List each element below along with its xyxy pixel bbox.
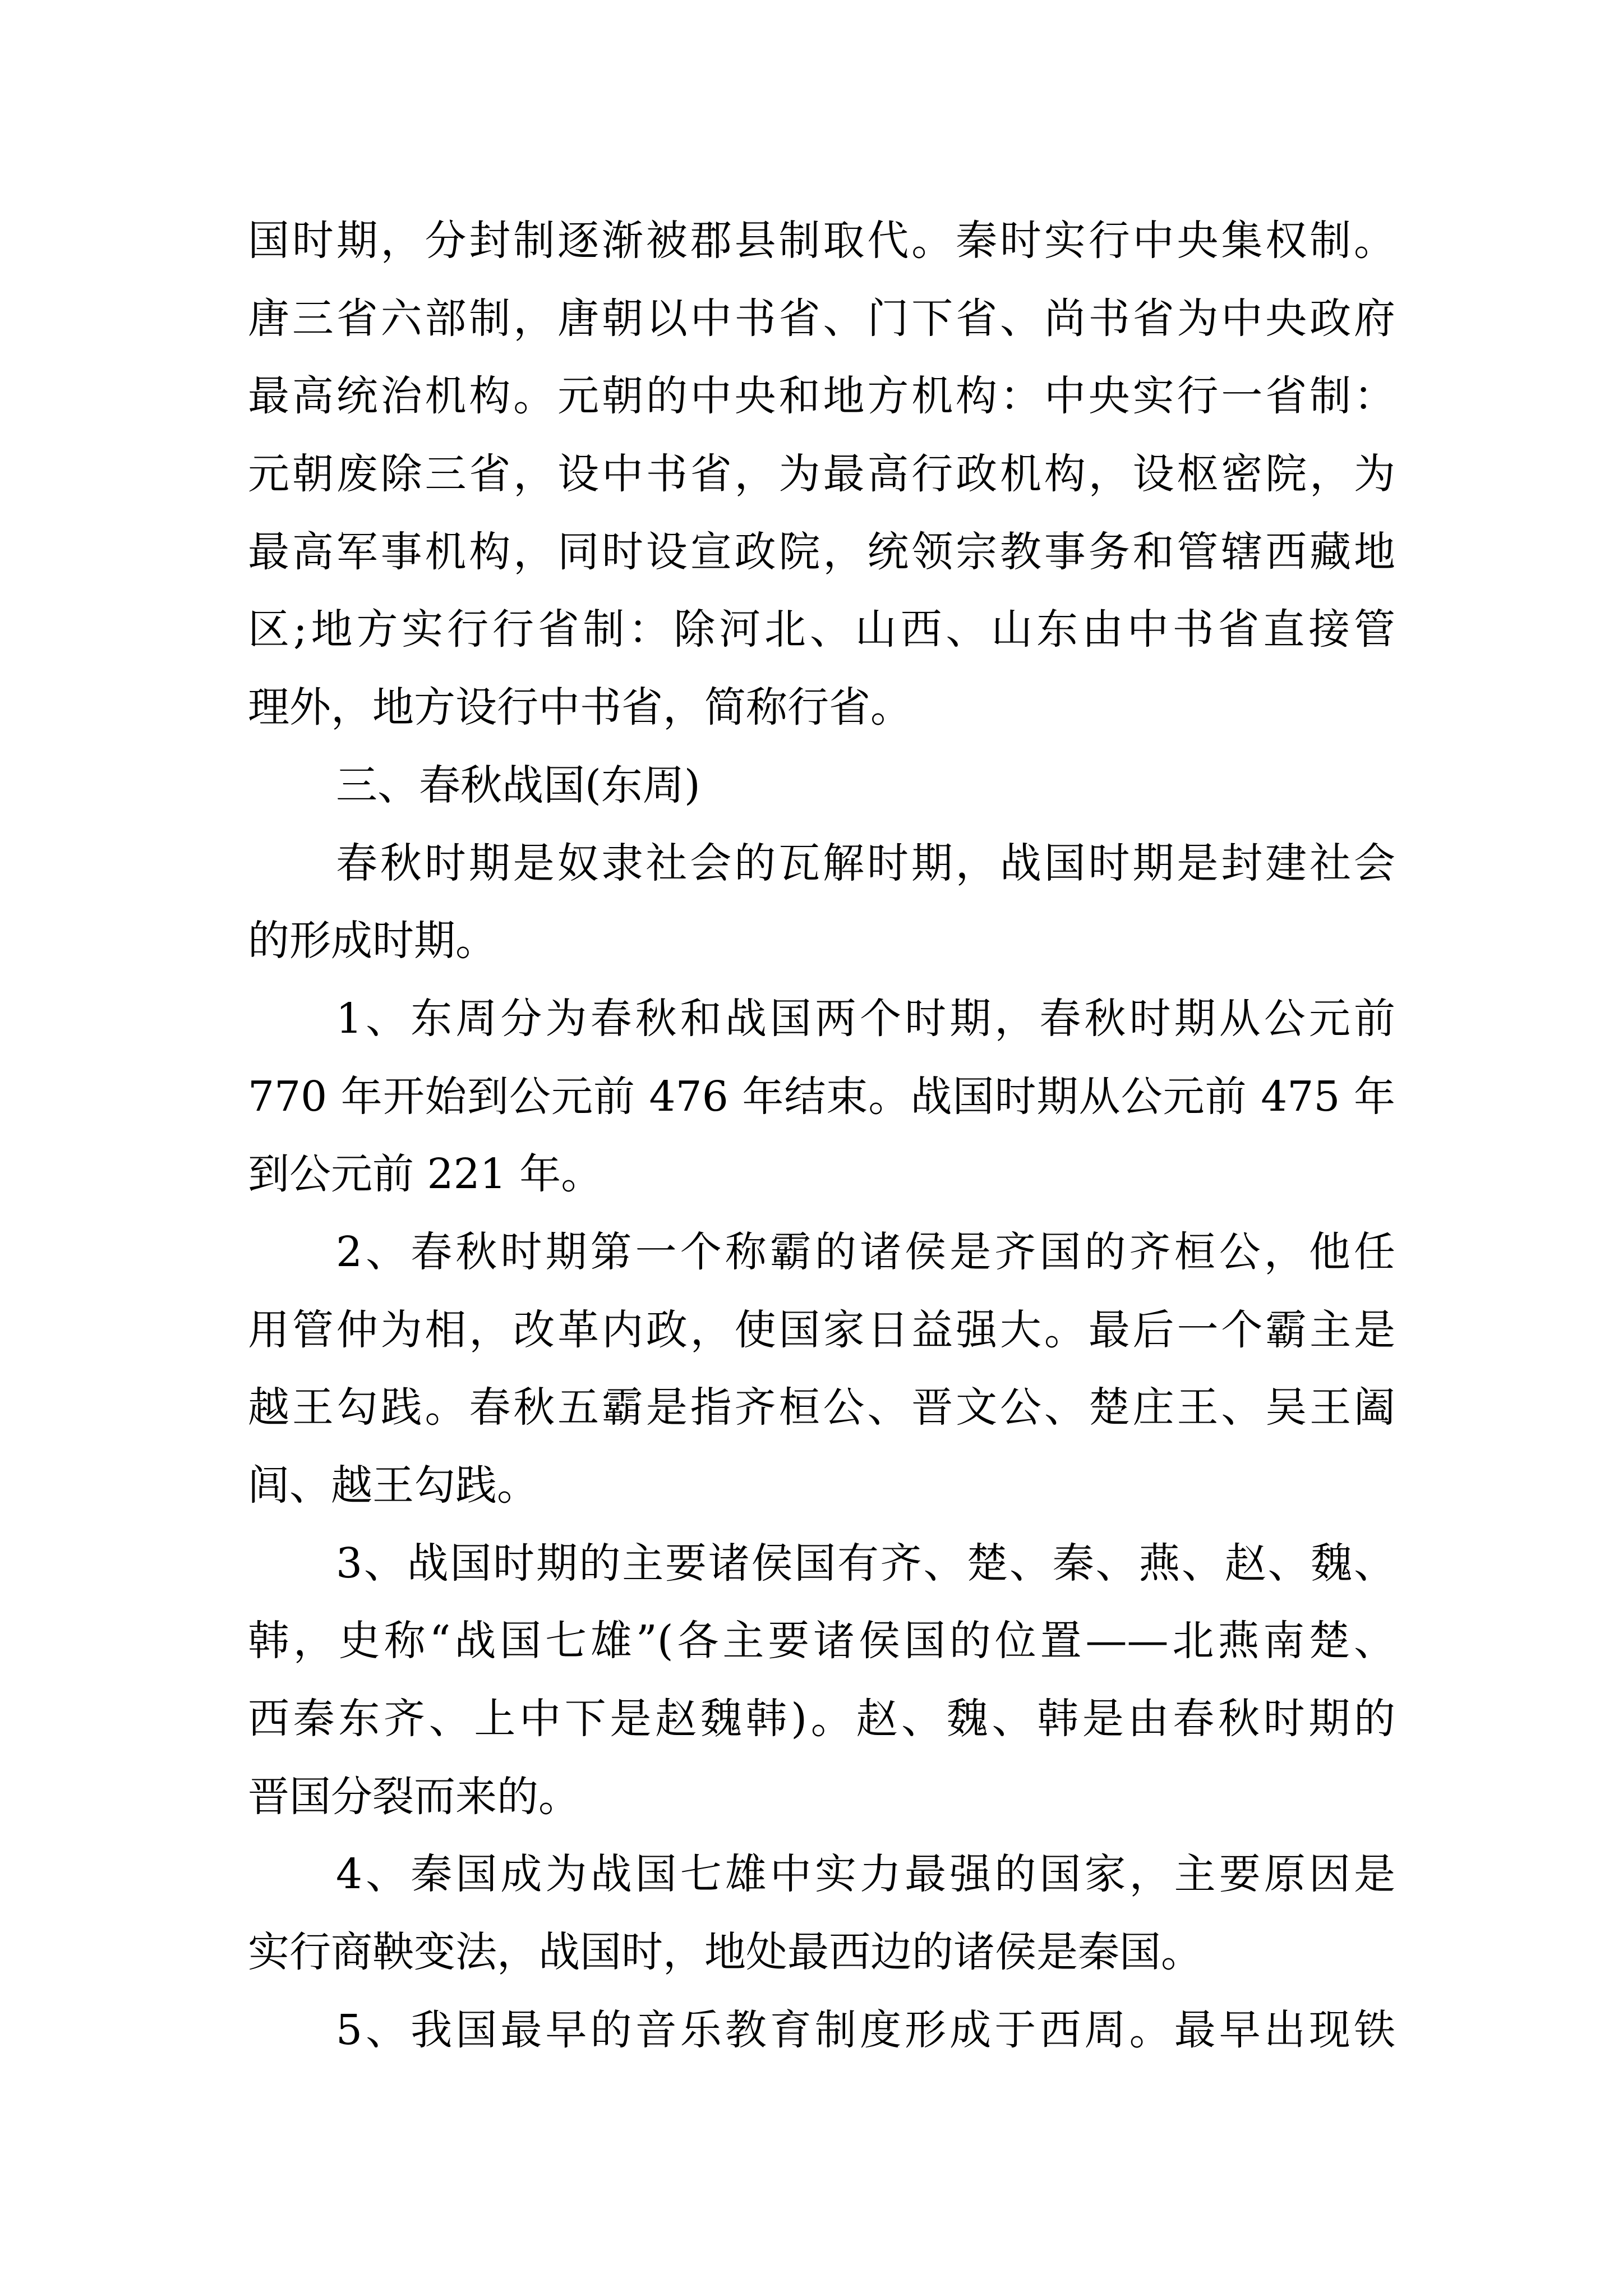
text-line: 1、东周分为春秋和战国两个时期，春秋时期从公元前	[336, 994, 1395, 1043]
document-body	[248, 202, 1395, 2069]
text-line: 国时期，分封制逐渐被郡县制取代。秦时实行中央集权制。	[248, 217, 1395, 265]
text-line: 唐三省六部制，唐朝以中书省、门下省、尚书省为中央政府	[248, 294, 1395, 343]
paragraph-item-4	[248, 1835, 1395, 1991]
text-line: 到公元前 221 年。	[248, 1150, 603, 1199]
text-line: 西秦东齐、上中下是赵魏韩)。赵、魏、韩是由春秋时期的	[248, 1695, 1395, 1743]
text-line: 元朝废除三省，设中书省，为最高行政机构，设枢密院，为	[248, 450, 1395, 499]
text-line: 理外，地方设行中书省，简称行省。	[248, 683, 912, 732]
text-line: 3、战国时期的主要诸侯国有齐、楚、秦、燕、赵、魏、	[336, 1539, 1395, 1588]
text-line: 4、秦国成为战国七雄中实力最强的国家，主要原因是	[336, 1850, 1395, 1899]
paragraph-intro	[248, 825, 1395, 980]
text-line: 韩，史称“战国七雄”(各主要诸侯国的位置——北燕南楚、	[248, 1617, 1395, 1665]
text-line: 770 年开始到公元前 476 年结束。战国时期从公元前 475 年	[248, 1072, 1395, 1121]
text-line: 最高统治机构。元朝的中央和地方机构：中央实行一省制：	[248, 372, 1395, 421]
text-line: 实行商鞅变法，战国时，地处最西边的诸侯是秦国。	[248, 1928, 1202, 1977]
text-line: 春秋时期是奴隶社会的瓦解时期，战国时期是封建社会	[336, 839, 1395, 887]
text-line: 晋国分裂而来的。	[248, 1772, 580, 1821]
text-line: 5、我国最早的音乐教育制度形成于西周。最早出现铁	[336, 2005, 1395, 2054]
section-heading-paragraph	[248, 747, 1395, 825]
text-line: 最高军事机构，同时设宣政院，统领宗教事务和管辖西藏地	[248, 527, 1395, 576]
text-line: 2、春秋时期第一个称霸的诸侯是齐国的齐桓公，他任	[336, 1227, 1395, 1276]
paragraph-central-institutions	[248, 202, 1395, 747]
paragraph-item-3	[248, 1525, 1395, 1836]
section-heading: 三、春秋战国(东周)	[336, 761, 700, 809]
text-line: 的形成时期。	[248, 917, 497, 965]
paragraph-item-5	[248, 1991, 1395, 2069]
text-line: 越王勾践。春秋五霸是指齐桓公、晋文公、楚庄王、吴王阖	[248, 1383, 1395, 1432]
text-line: 闾、越王勾践。	[248, 1461, 538, 1510]
paragraph-item-2	[248, 1213, 1395, 1525]
text-line: 用管仲为相，改革内政，使国家日益强大。最后一个霸主是	[248, 1305, 1395, 1354]
paragraph-item-1	[248, 980, 1395, 1213]
text-line: 区;地方实行行省制：除河北、山西、山东由中书省直接管	[248, 605, 1395, 654]
